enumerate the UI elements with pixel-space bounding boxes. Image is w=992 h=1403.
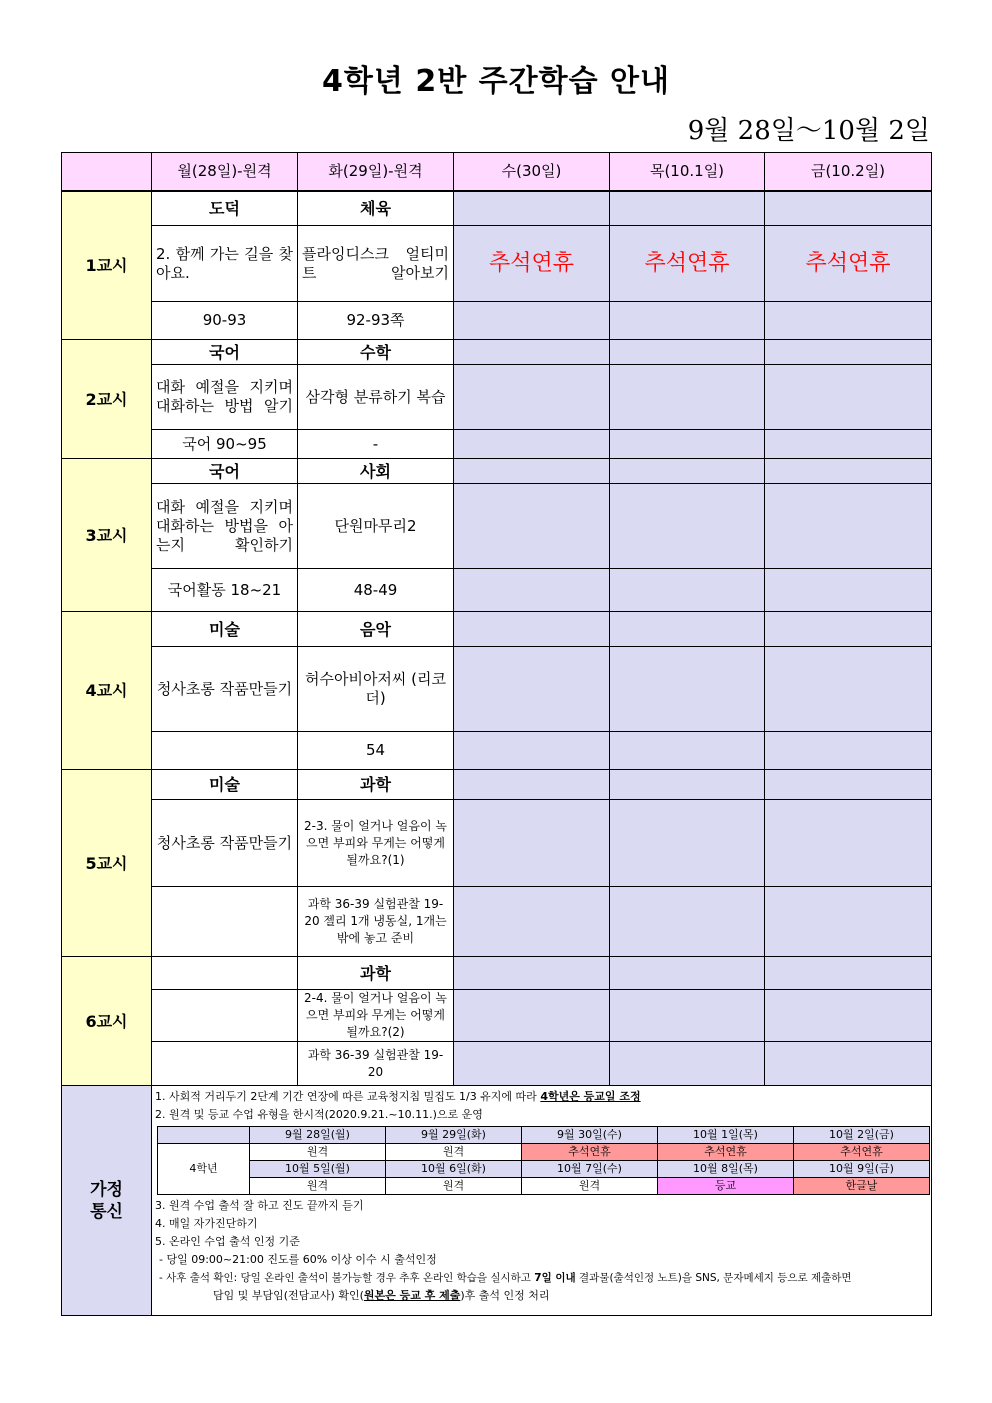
holiday-cell	[765, 365, 932, 430]
weekly-schedule-table	[61, 152, 932, 1316]
schedule-date: 10월 8일(목)	[658, 1161, 794, 1178]
schedule-date: 10월 2일(금)	[794, 1127, 930, 1144]
header-wed: 수(30일)	[454, 153, 610, 191]
holiday-cell	[454, 430, 610, 459]
holiday-cell	[765, 1042, 932, 1086]
holiday-cell	[454, 365, 610, 430]
holiday-cell	[610, 365, 765, 430]
holiday-cell	[765, 990, 932, 1042]
holiday-cell	[765, 647, 932, 732]
content-cell: 플라잉디스크 얼티미트 알아보기	[298, 226, 454, 302]
holiday-text: 추석연휴	[454, 226, 610, 302]
holiday-cell	[454, 887, 610, 957]
schedule-date: 10월 5일(월)	[250, 1161, 386, 1178]
holiday-cell	[610, 612, 765, 647]
notice-5c-emphasis: 원본은 등교 후 제출	[363, 1289, 461, 1302]
subject-cell: 과학	[298, 957, 454, 990]
period-label: 4교시	[62, 612, 152, 770]
home-notice-label-text: 가정 통신	[90, 1179, 123, 1222]
schedule-date: 10월 9일(금)	[794, 1161, 930, 1178]
page-cell: -	[298, 430, 454, 459]
holiday-cell	[610, 302, 765, 340]
header-tue: 화(29일)-원격	[298, 153, 454, 191]
subject-cell: 수학	[298, 340, 454, 365]
holiday-cell	[610, 459, 765, 484]
holiday-cell	[765, 770, 932, 800]
holiday-cell	[610, 340, 765, 365]
subject-cell: 과학	[298, 770, 454, 800]
attendance-schedule-table	[157, 1126, 930, 1195]
holiday-text: 추석연휴	[765, 226, 932, 302]
header-corner	[62, 153, 152, 191]
notice-2: 2. 원격 및 등교 수업 유형을 한시적(2020.9.21.~10.11.)으로 운영	[155, 1108, 483, 1121]
home-notice-content	[152, 1086, 932, 1316]
date-range: 9월 28일～10월 2일	[687, 116, 930, 146]
page-cell: 92-93쪽	[298, 302, 454, 340]
holiday-cell	[610, 1042, 765, 1086]
holiday-cell	[610, 569, 765, 612]
page-cell: 90-93	[152, 302, 298, 340]
period-label: 3교시	[62, 459, 152, 612]
holiday-cell	[765, 191, 932, 226]
header-mon: 월(28일)-원격	[152, 153, 298, 191]
page-cell: 국어 90~95	[152, 430, 298, 459]
notice-5b-emphasis: 7일 이내	[534, 1272, 576, 1284]
period-label: 1교시	[62, 191, 152, 340]
content-cell: 청사초롱 작품만들기	[152, 800, 298, 887]
subject-cell: 국어	[152, 459, 298, 484]
page-cell: 과학 36-39 실험관찰 19-20	[298, 1042, 454, 1086]
schedule-type: 원격	[386, 1178, 522, 1195]
holiday-cell	[610, 484, 765, 569]
schedule-type: 원격	[522, 1178, 658, 1195]
holiday-cell	[765, 732, 932, 770]
holiday-cell	[610, 430, 765, 459]
schedule-date: 10월 1일(목)	[658, 1127, 794, 1144]
content-cell: 청사초롱 작품만들기	[152, 647, 298, 732]
holiday-cell	[765, 569, 932, 612]
content-cell: 2. 함께 가는 길을 찾아요.	[152, 226, 298, 302]
holiday-cell	[610, 191, 765, 226]
holiday-cell	[610, 732, 765, 770]
holiday-cell	[454, 800, 610, 887]
content-cell: 2-4. 물이 얼거나 얼음이 녹으면 부피와 무게는 어떻게 될까요?(2)	[298, 990, 454, 1042]
page-title: 4학년 2반 주간학습 안내	[322, 64, 670, 99]
header-row	[62, 153, 932, 191]
schedule-date: 10월 6일(화)	[386, 1161, 522, 1178]
schedule-type: 원격	[386, 1144, 522, 1161]
subject-cell: 미술	[152, 612, 298, 647]
notice-3: 3. 원격 수업 출석 잘 하고 진도 끝까지 듣기	[155, 1199, 364, 1212]
holiday-cell	[765, 430, 932, 459]
holiday-cell	[765, 887, 932, 957]
schedule-type: 원격	[250, 1144, 386, 1161]
period-label: 2교시	[62, 340, 152, 459]
notice-1	[155, 1088, 929, 1106]
notice-5b-text: - 사후 출석 확인: 당일 온라인 출석이 불가능할 경우 추후 온라인 학습을 실시하고	[159, 1272, 535, 1284]
page-cell: 과학 36-39 실험관찰 19-20 젤리 1개 냉동실, 1개는 밖에 놓고 준비	[298, 887, 454, 957]
subject-cell: 미술	[152, 770, 298, 800]
holiday-cell	[454, 340, 610, 365]
schedule-type: 추석연휴	[794, 1144, 930, 1161]
holiday-cell	[454, 484, 610, 569]
holiday-cell	[610, 800, 765, 887]
schedule-type: 추석연휴	[522, 1144, 658, 1161]
holiday-cell	[765, 612, 932, 647]
page-cell: 54	[298, 732, 454, 770]
notice-5a: - 당일 09:00~21:00 진도를 60% 이상 이수 시 출석인정	[159, 1253, 437, 1266]
holiday-cell	[454, 1042, 610, 1086]
holiday-cell	[765, 800, 932, 887]
holiday-cell	[765, 302, 932, 340]
holiday-cell	[610, 770, 765, 800]
subject-cell: 음악	[298, 612, 454, 647]
schedule-date: 9월 29일(화)	[386, 1127, 522, 1144]
page-cell: 48-49	[298, 569, 454, 612]
subject-cell: 국어	[152, 340, 298, 365]
holiday-cell	[610, 990, 765, 1042]
content-cell: 삼각형 분류하기 복습	[298, 365, 454, 430]
subject-cell: 사회	[298, 459, 454, 484]
content-cell: 대화 예절을 지키며 대화하는 방법을 아는지 확인하기	[152, 484, 298, 569]
holiday-cell	[765, 340, 932, 365]
holiday-cell	[765, 957, 932, 990]
holiday-cell	[454, 990, 610, 1042]
content-cell: 허수아비아저씨 (리코더)	[298, 647, 454, 732]
holiday-cell	[454, 957, 610, 990]
holiday-text: 추석연휴	[610, 226, 765, 302]
notice-5c	[155, 1287, 929, 1305]
header-thu: 목(10.1일)	[610, 153, 765, 191]
holiday-cell	[454, 459, 610, 484]
notice-5c-text2: )후 출석 인정 처리	[460, 1289, 550, 1302]
schedule-date: 9월 30일(수)	[522, 1127, 658, 1144]
holiday-cell	[454, 302, 610, 340]
subject-cell: 도덕	[152, 191, 298, 226]
notice-5b	[155, 1269, 929, 1287]
period-label: 6교시	[62, 957, 152, 1086]
holiday-cell	[610, 957, 765, 990]
content-cell: 단원마무리2	[298, 484, 454, 569]
schedule-corner	[158, 1127, 250, 1144]
holiday-cell	[454, 569, 610, 612]
period-label: 5교시	[62, 770, 152, 957]
notice-4: 4. 매일 자가진단하기	[155, 1217, 258, 1230]
holiday-cell	[765, 459, 932, 484]
schedule-type: 추석연휴	[658, 1144, 794, 1161]
holiday-cell	[454, 612, 610, 647]
notice-5: 5. 온라인 수업 출석 인정 기준	[155, 1235, 300, 1248]
notice-5c-text: 담임 및 부담임(전담교사) 확인(	[213, 1289, 364, 1302]
schedule-type: 원격	[250, 1178, 386, 1195]
notice-1-text: 1. 사회적 거리두기 2단계 기간 연장에 따른 교육청지침 밀집도 1/3 유지에 따라	[155, 1090, 541, 1103]
page-cell	[152, 1042, 298, 1086]
content-cell: 대화 예절을 지키며 대화하는 방법 알기	[152, 365, 298, 430]
subject-cell: 체육	[298, 191, 454, 226]
content-cell	[152, 990, 298, 1042]
schedule-date: 10월 7일(수)	[522, 1161, 658, 1178]
holiday-cell	[454, 770, 610, 800]
schedule-grade: 4학년	[158, 1144, 250, 1195]
schedule-type: 한글날	[794, 1178, 930, 1195]
holiday-cell	[610, 887, 765, 957]
schedule-date: 9월 28일(월)	[250, 1127, 386, 1144]
holiday-cell	[454, 647, 610, 732]
schedule-type: 등교	[658, 1178, 794, 1195]
holiday-cell	[454, 732, 610, 770]
notice-5b-text2: 결과물(출석인정 노트)을 SNS, 문자메세지 등으로 제출하면	[575, 1272, 852, 1284]
holiday-cell	[454, 191, 610, 226]
page-cell	[152, 887, 298, 957]
holiday-cell	[610, 647, 765, 732]
subject-cell	[152, 957, 298, 990]
header-fri: 금(10.2일)	[765, 153, 932, 191]
notice-1-emphasis: 4학년은 등교일 조정	[540, 1090, 641, 1103]
page-cell	[152, 732, 298, 770]
home-notice-label	[62, 1086, 152, 1316]
holiday-cell	[765, 484, 932, 569]
content-cell: 2-3. 물이 얼거나 얼음이 녹으면 부피와 무게는 어떻게 될까요?(1)	[298, 800, 454, 887]
page-cell: 국어활동 18~21	[152, 569, 298, 612]
